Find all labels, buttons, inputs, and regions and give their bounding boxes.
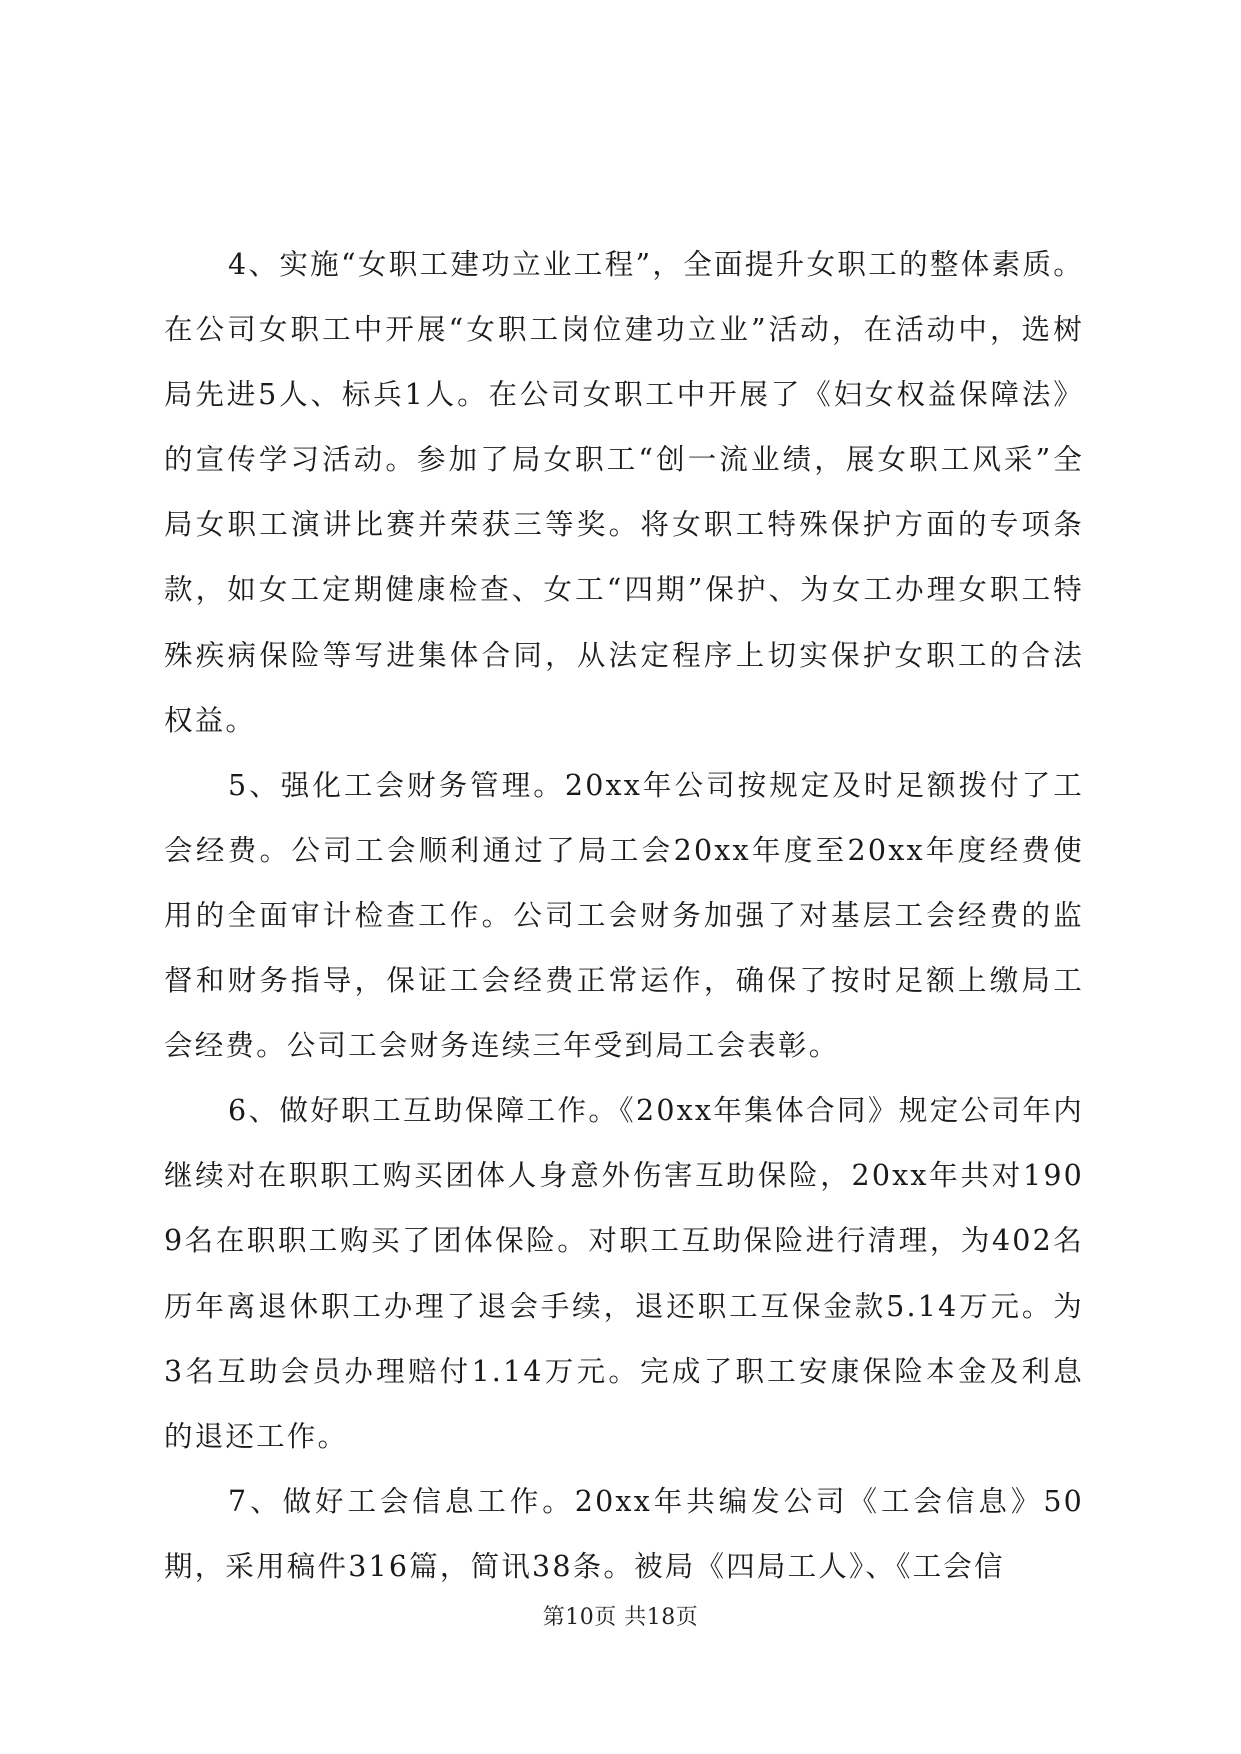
paragraph-5: 5、强化工会财务管理。20xx年公司按规定及时足额拨付了工会经费。公司工会顺利通过了局工会20xx年度至20xx年度经费使用的全面审计检查工作。公司工会财务加强了对基层工会经费的监督和财务指导，保证工会经费正常运作，确保了按时足额上缴局工会经费。公司工会财务连续三年受到局工会表彰。 (164, 768, 1084, 1063)
document-body (164, 232, 1084, 1599)
page-number-footer: 第10页 共18页 (542, 1605, 699, 1630)
paragraph-6: 6、做好职工互助保障工作。《20xx年集体合同》规定公司年内继续对在职职工购买团体人身意外伤害互助保险，20xx年共对1909名在职职工购买了团体保险。对职工互助保险进行清理，为402名历年离退休职工办理了退会手续，退还职工互保金款5.14万元。为3名互助会员办理赔付1.14万元。完成了职工安康保险本金及利息的退还工作。 (164, 1094, 1084, 1453)
paragraph-4: 4、实施“女职工建功立业工程”，全面提升女职工的整体素质。在公司女职工中开展“女职工岗位建功立业”活动，在活动中，选树局先进5人、标兵1人。在公司女职工中开展了《妇女权益保障法》的宣传学习活动。参加了局女职工“创一流业绩，展女职工风采”全局女职工演讲比赛并荣获三等奖。将女职工特殊保护方面的专项条款，如女工定期健康检查、女工“四期”保护、为女工办理女职工特殊疾病保险等写进集体合同，从法定程序上切实保护女职工的合法权益。 (164, 248, 1084, 737)
paragraph-7: 7、做好工会信息工作。20xx年共编发公司《工会信息》50期，采用稿件316篇，简讯38条。被局《四局工人》、《工会信 (164, 1484, 1084, 1583)
